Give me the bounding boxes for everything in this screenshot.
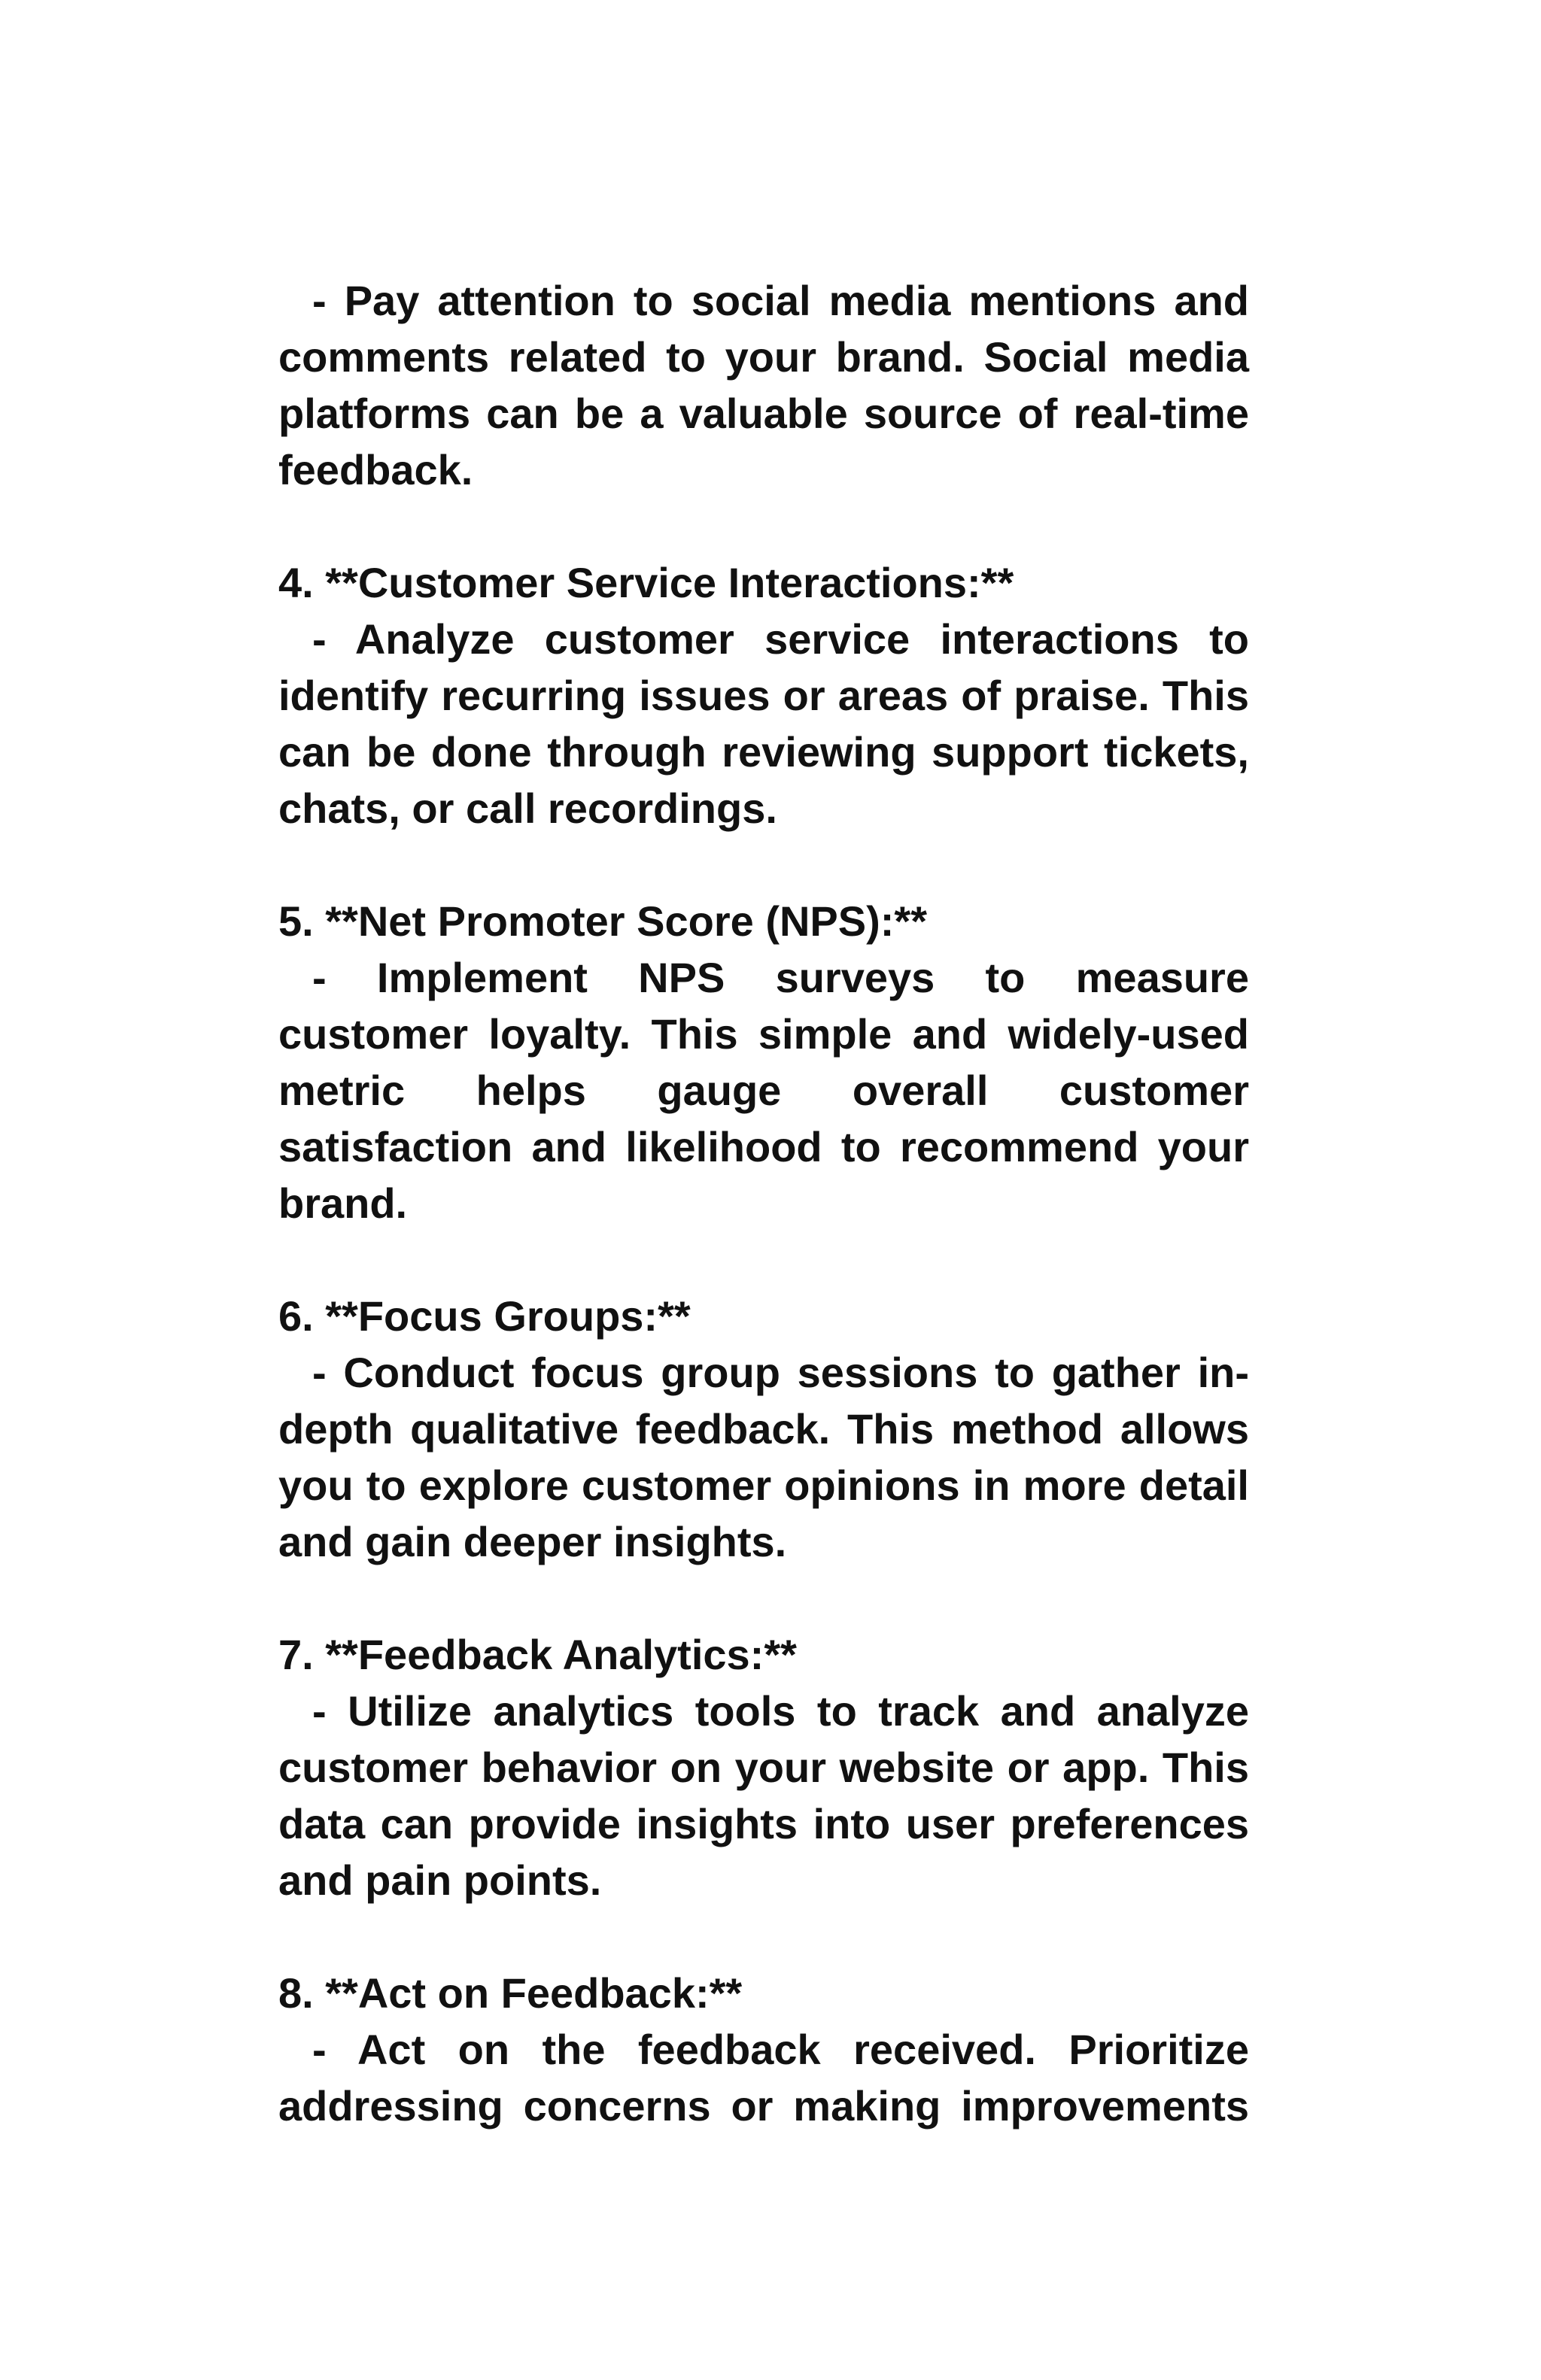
bullet-paragraph-customer-service: - Analyze customer service interactions to identify recurring issues or areas of praise. This can be done through reviewing support tickets, chats, or call recordings. (278, 615, 1249, 832)
heading-customer-service-interactions: 4. **Customer Service Interactions:** (278, 559, 1014, 606)
bullet-paragraph-feedback-analytics: - Utilize analytics tools to track and analyze customer behavior on your website or app. This data can provide insights into user preferences and pain points. (278, 1687, 1249, 1904)
paragraph-gap (278, 1908, 1249, 1965)
heading-focus-groups: 6. **Focus Groups:** (278, 1292, 691, 1340)
bullet-paragraph-nps: - Implement NPS surveys to measure customer loyalty. This simple and widely-used metric helps gauge overall customer satisfaction and likelihood to recommend your brand. (278, 954, 1249, 1227)
heading-net-promoter-score: 5. **Net Promoter Score (NPS):** (278, 897, 928, 945)
bullet-paragraph-act-on-feedback: - Act on the feedback received. Prioritize addressing concerns or making improvements (278, 2026, 1249, 2130)
bullet-paragraph-focus-groups: - Conduct focus group sessions to gather in-depth qualitative feedback. This method allows you to explore customer opinions in more detail and gain deeper insights. (278, 1349, 1249, 1565)
paragraph-gap (278, 1570, 1249, 1626)
bullet-paragraph-social-media: - Pay attention to social media mentions and comments related to your brand. Social media platforms can be a valuable source of real-time feedback. (278, 277, 1249, 493)
heading-feedback-analytics: 7. **Feedback Analytics:** (278, 1631, 797, 1678)
paragraph-gap (278, 836, 1249, 893)
heading-act-on-feedback: 8. **Act on Feedback:** (278, 1969, 743, 2017)
document-body (278, 272, 1249, 2134)
paragraph-gap (278, 498, 1249, 554)
paragraph-gap (278, 1231, 1249, 1288)
